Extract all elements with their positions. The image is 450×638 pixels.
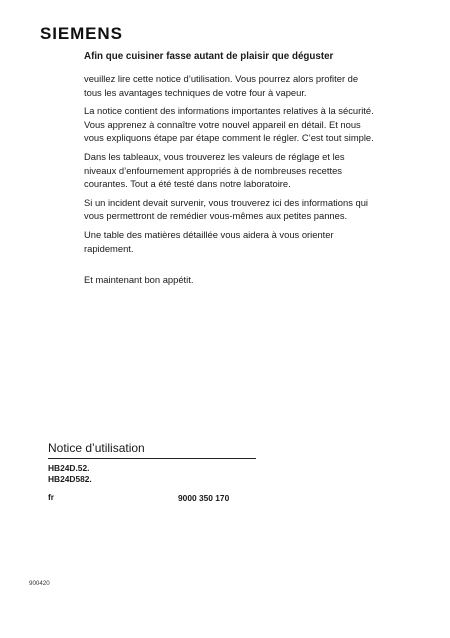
model-list	[48, 463, 258, 485]
footer-code: 900420	[29, 580, 50, 587]
intro-paragraph-1: veuillez lire cette notice d’utilisation. Vous pourrez alors profiter de tous les avantages techniques de votre four à vapeur.	[84, 73, 359, 98]
document-number: 9000 350 170	[178, 493, 230, 503]
intro-paragraph-3: Dans les tableaux, vous trouverez les valeurs de réglage et les niveaux d’enfournement appropriés à de nombreuses recettes courantes. Tout a été testé dans notre laboratoire.	[84, 150, 345, 190]
document-title: Notice d’utilisation	[48, 441, 256, 459]
document-meta	[48, 441, 258, 504]
siemens-logo: SIEMENS	[40, 24, 123, 43]
intro-section	[84, 50, 374, 287]
intro-paragraph-4: Si un incident devait survenir, vous trouverez ici des informations qui vous permettront de remédier vous-mêmes aux petites pannes.	[84, 196, 368, 222]
model-number: HB24D582.	[48, 474, 92, 484]
model-number: HB24D.52.	[48, 463, 90, 473]
intro-paragraph-5: Une table des matières détaillée vous aidera à vous orienter rapidement.	[84, 228, 334, 254]
closing-line: Et maintenant bon appétit.	[84, 274, 194, 286]
language-code: fr	[48, 492, 55, 502]
intro-heading: Afin que cuisiner fasse autant de plaisir que déguster	[84, 51, 334, 62]
intro-paragraph-2: La notice contient des informations importantes relatives à la sécurité. Vous apprenez à connaître votre nouvel appareil en détail. Et nous vous expliquons étape par étape comment le régler. C’est tout simple.	[84, 105, 374, 144]
language-row	[48, 492, 258, 504]
